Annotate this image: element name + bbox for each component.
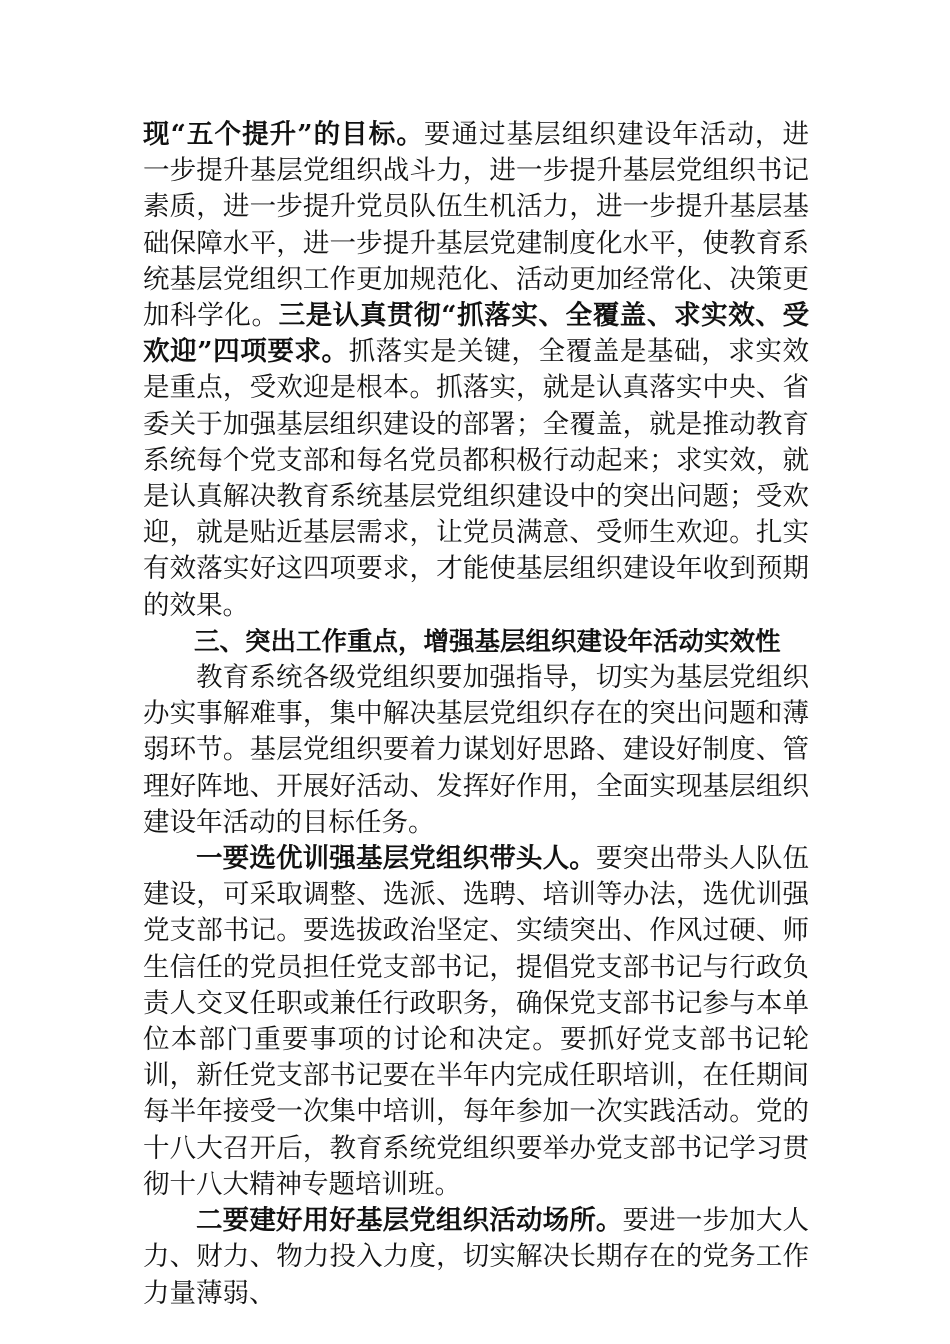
paragraph-leaders	[143, 841, 809, 1203]
paragraph-text: 要突出带头人队伍建设，可采取调整、选派、选聘、培训等办法，选优训强党支部书记。要选拔政治坚定、实绩突出、作风过硬、师生信任的党员担任党支部书记，提倡党支部书记与行政负责人交叉任职或兼任行政职务，确保党支部书记参与本单位本部门重要事项的讨论和决定。要抓好党支部书记轮训，新任党支部书记要在半年内完成任职培训，在任期间每半年接受一次集中培训，每年参加一次实践活动。党的十八大召开后，教育系统党组织要举办党支部书记学习贯彻十八大精神专题培训班。	[143, 843, 810, 1200]
paragraph-text: 抓落实是关键，全覆盖是基础，求实效是重点，受欢迎是根本。抓落实，就是认真落实中央、省委关于加强基层组织建设的部署；全覆盖，就是推动教育系统每个党支部和每名党员都积极行动起来；求实效，就是认真解决教育系统基层党组织建设中的突出问题；受欢迎，就是贴近基层需求，让党员满意、受师生欢迎。扎实有效落实好这四项要求，才能使基层组织建设年收到预期的效果。	[143, 336, 810, 621]
bold-lead-five-improvements: 现“五个提升”的目标。	[143, 119, 424, 150]
paragraph-five-improvements	[143, 117, 809, 624]
document-page	[143, 117, 809, 1312]
paragraph-guidance: 教育系统各级党组织要加强指导，切实为基层党组织办实事解难事，集中解决基层党组织存在的突出问题和薄弱环节。基层党组织要着力谋划好思路、建设好制度、管理好阵地、开展好活动、发挥好作用，全面实现基层组织建设年活动的目标任务。	[143, 662, 809, 838]
bold-lead-venues: 二要建好用好基层党组织活动场所。	[196, 1205, 623, 1237]
paragraph-text: 要通过基层组织建设年活动，进一步提升基层党组织战斗力，进一步提升基层党组织书记素质，进一步提升党员队伍生机活力，进一步提升基层基础保障水平，进一步提升基层党建制度化水平，使教育系统基层党组织工作更加规范化、活动更加经常化、决策更加科学化。	[143, 119, 809, 332]
bold-lead-leaders: 一要选优训强基层党组织带头人。	[196, 843, 596, 875]
bold-lead-four-requirements: 三是认真贯彻“抓落实、全覆盖、求实效、受欢迎”四项要求。	[143, 300, 809, 368]
paragraph-activity-venues	[143, 1203, 809, 1312]
paragraph-text: 要进一步加大人力、财力、物力投入力度，切实解决长期存在的党务工作力量薄弱、	[143, 1205, 810, 1309]
section-heading-three: 三、突出工作重点，增强基层组织建设年活动实效性	[194, 626, 781, 657]
